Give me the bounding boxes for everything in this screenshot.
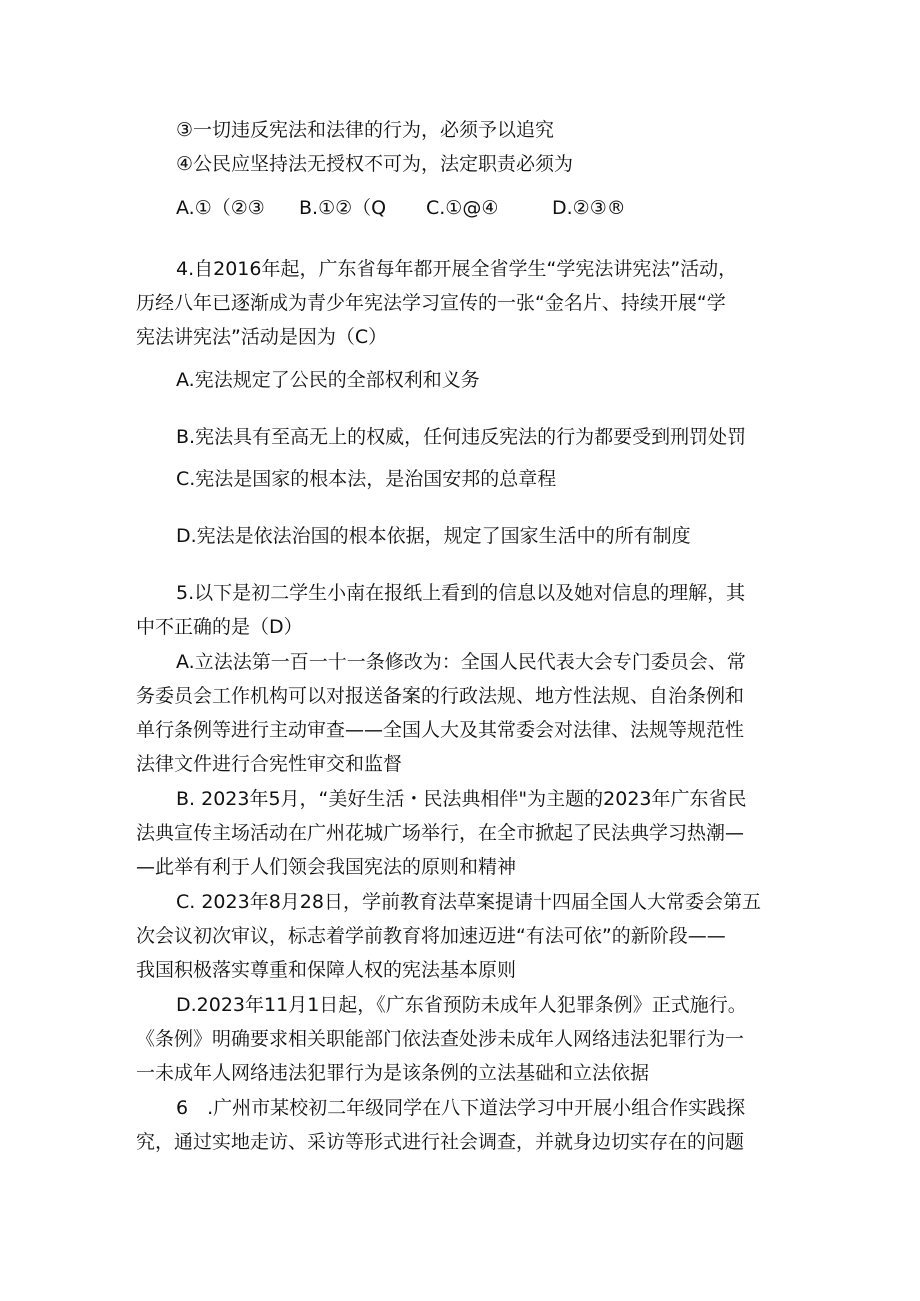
q5-option-c-line-2: 次会议初次审议，标志着学前教育将加速迈进“有法可依”的新阶段—— [136, 925, 726, 947]
q5-option-b-line-2: 法典宣传主场活动在广州花城广场举行，在全市掀起了民法典学习热潮— [136, 822, 745, 844]
q5-option-b-line-1: B. 2023年5月，“美好生活・民法典相伴"为主题的2023年广东省民 [176, 788, 747, 810]
q4-option-c: C.宪法是国家的根本法，是治国安邦的总章程 [176, 468, 557, 490]
q3-option-a: A.①（②③ [176, 197, 265, 219]
q4-option-d: D.宪法是依法治国的根本依据，规定了国家生活中的所有制度 [176, 525, 691, 547]
q5-option-a-line-4: 法律文件进行合宪性审交和监督 [136, 753, 403, 775]
q3-option-b: B.①②（Q [299, 197, 387, 219]
q4-stem-line-2: 历经八年已逐渐成为青少年宪法学习宣传的一张“金名片、持续开展“学 [136, 292, 726, 314]
q3-option-c: C.①@④ [426, 197, 499, 219]
q5-option-a-line-1: A.立法法第一百一十一条修改为：全国人民代表大会专门委员会、常 [176, 651, 746, 673]
q4-stem-line-3: 宪法讲宪法”活动是因为（C） [136, 326, 388, 348]
q3-item-4: ④公民应坚持法无授权不可为，法定职责必须为 [176, 153, 574, 175]
q4-stem-line-1: 4.自2016年起，广东省每年都开展全省学生“学宪法讲宪法”活动， [176, 258, 738, 280]
q4-option-b: B.宪法具有至高无上的权威，任何违反宪法的行为都要受到刑罚处罚 [176, 426, 747, 448]
q3-option-d: D.②③® [552, 197, 626, 219]
q3-item-3: ③一切违反宪法和法律的行为，必须予以追究 [176, 119, 555, 141]
q5-option-a-line-3: 单行条例等进行主动审查——全国人大及其常委会对法律、法规等规范性 [136, 719, 745, 741]
q4-option-a: A.宪法规定了公民的全部权利和义务 [176, 369, 480, 391]
q5-option-d-line-2: 《条例》明确要求相关职能部门依法查处涉未成年人网络违法犯罪行为一 [136, 1028, 745, 1050]
q5-option-c-line-3: 我国积极落实尊重和保障人权的宪法基本原则 [136, 959, 517, 981]
q5-option-d-line-1: D.2023年11月1日起，《广东省预防未成年人犯罪条例》正式施行。 [176, 994, 747, 1016]
q5-option-a-line-2: 务委员会工作机构可以对报送备案的行政法规、地方性法规、自治条例和 [136, 685, 745, 707]
q5-option-d-line-3: 一未成年人网络违法犯罪行为是该条例的立法基础和立法依据 [136, 1062, 650, 1084]
q6-stem-line-1: 6 .广州市某校初二年级同学在八下道法学习中开展小组合作实践探 [176, 1097, 746, 1119]
q5-stem-line-2: 中不正确的是（D） [136, 616, 303, 638]
q5-stem-line-1: 5.以下是初二学生小南在报纸上看到的信息以及她对信息的理解，其 [176, 582, 746, 604]
q5-option-c-line-1: C. 2023年8月28日，学前教育法草案提请十四届全国人大常委会第五 [176, 891, 761, 913]
q5-option-b-line-3: —此举有利于人们领会我国宪法的原则和精神 [136, 856, 517, 878]
q6-stem-line-2: 究，通过实地走访、采访等形式进行社会调查，并就身边切实存在的问题 [136, 1131, 745, 1153]
